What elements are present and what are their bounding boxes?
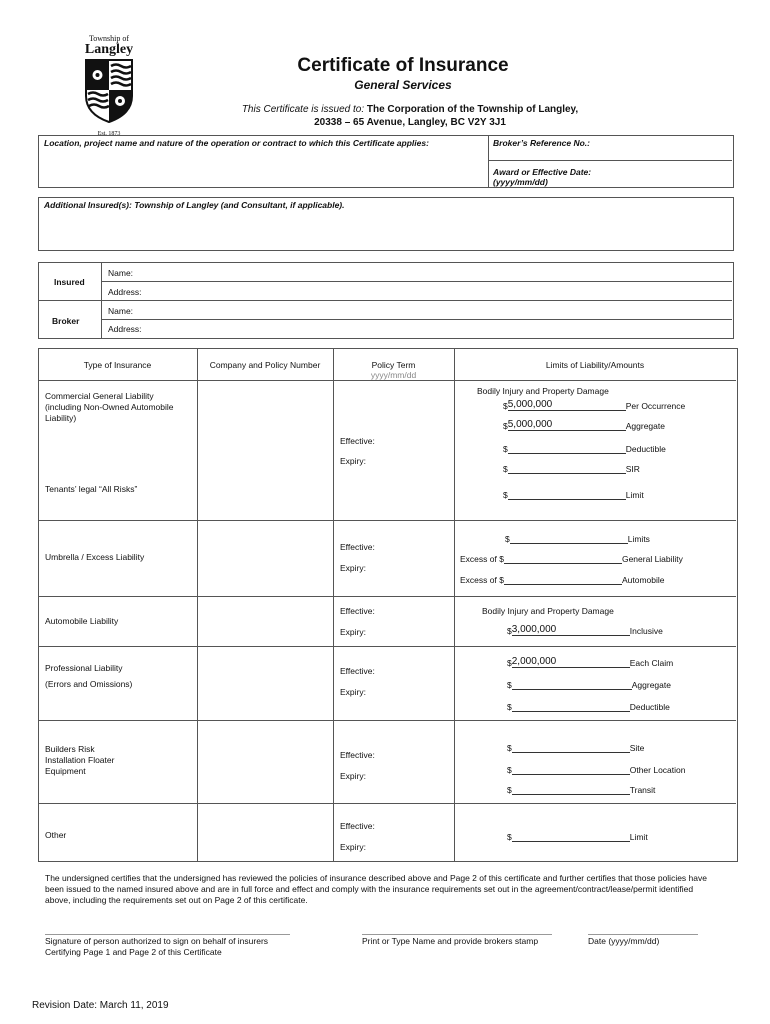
builders-type: Builders Risk bbox=[45, 744, 95, 754]
professional-type: Professional Liability bbox=[45, 663, 123, 673]
broker-address-label: Address: bbox=[108, 324, 142, 334]
cgl-deductible-field[interactable] bbox=[508, 442, 626, 454]
auto-inclusive-value: 3,000,000 bbox=[511, 624, 557, 635]
umbrella-auto-field[interactable] bbox=[504, 573, 622, 585]
tenants-limit-field[interactable] bbox=[508, 488, 626, 500]
general-liability-label: General Liability bbox=[621, 554, 683, 564]
builders-type-3: Equipment bbox=[45, 766, 86, 776]
dollar-sign: $ bbox=[507, 626, 512, 636]
cgl-type: Commercial General Liability (including Non-Owned Automobile Liability) bbox=[45, 391, 174, 423]
logo-est-text: Est. 1873 bbox=[97, 131, 121, 137]
professional-each-claim-value: 2,000,000 bbox=[511, 656, 557, 667]
limits-label: Limits bbox=[627, 534, 650, 544]
other-location-label: Other Location bbox=[629, 765, 686, 775]
signature-label-2: Certifying Page 1 and Page 2 of this Certificate bbox=[45, 947, 222, 957]
dollar-sign: $ bbox=[507, 658, 512, 668]
sir-label: SIR bbox=[625, 464, 640, 474]
header-type: Type of Insurance bbox=[83, 360, 152, 370]
broker-address-field[interactable] bbox=[150, 320, 730, 337]
issued-prefix: This Certificate is issued to: bbox=[241, 104, 365, 115]
dollar-sign: $ bbox=[499, 575, 504, 585]
broker-label: Broker bbox=[52, 316, 80, 326]
dollar-sign: $ bbox=[507, 832, 512, 842]
aggregate-label: Aggregate bbox=[631, 680, 671, 690]
umbrella-general-field[interactable] bbox=[504, 552, 622, 564]
insured-name-label: Name: bbox=[108, 268, 134, 278]
signature-field[interactable] bbox=[45, 916, 290, 934]
site-label: Site bbox=[629, 743, 645, 753]
umbrella-company-field[interactable] bbox=[199, 522, 331, 594]
other-expiry-label: Expiry: bbox=[340, 842, 366, 852]
insured-address-field[interactable] bbox=[150, 282, 730, 299]
builders-type-2: Installation Floater bbox=[45, 755, 115, 765]
umbrella-type: Umbrella / Excess Liability bbox=[45, 552, 145, 562]
automobile-label: Automobile bbox=[621, 575, 665, 585]
auto-type: Automobile Liability bbox=[45, 616, 119, 626]
cgl-per-occurrence-value: 5,000,000 bbox=[507, 399, 553, 410]
page-title: Certificate of Insurance bbox=[297, 55, 509, 76]
header-term-format: yyyy/mm/dd bbox=[370, 370, 417, 380]
print-name-field[interactable] bbox=[362, 916, 552, 934]
deductible-label: Deductible bbox=[625, 444, 666, 454]
auto-effective-label: Effective: bbox=[340, 606, 375, 616]
cgl-per-occurrence-field[interactable] bbox=[508, 399, 626, 411]
logo-town-text: Township of bbox=[88, 34, 130, 43]
broker-reference-field[interactable] bbox=[600, 137, 730, 157]
award-date-label: Award or Effective Date: bbox=[493, 167, 592, 177]
aggregate-label: Aggregate bbox=[625, 421, 665, 431]
broker-reference-label: Broker’s Reference No.: bbox=[493, 138, 591, 148]
insured-label: Insured bbox=[54, 277, 85, 287]
dollar-sign: $ bbox=[505, 534, 510, 544]
limit-label: Limit bbox=[629, 832, 648, 842]
dollar-sign: $ bbox=[503, 490, 508, 500]
builders-site-field[interactable] bbox=[512, 741, 630, 753]
award-date-field[interactable] bbox=[600, 163, 730, 185]
cgl-expiry-label: Expiry: bbox=[340, 456, 366, 466]
dollar-sign: $ bbox=[507, 785, 512, 795]
each-claim-label: Each Claim bbox=[629, 658, 674, 668]
other-company-field[interactable] bbox=[199, 805, 331, 858]
location-label: Location, project name and nature of the operation or contract to which this Certificate applies: bbox=[44, 138, 429, 148]
professional-aggregate-field[interactable] bbox=[512, 678, 632, 690]
additional-insured-field[interactable] bbox=[40, 212, 730, 248]
insured-name-field[interactable] bbox=[140, 263, 730, 280]
dollar-sign: $ bbox=[507, 702, 512, 712]
issued-address: 20338 – 65 Avenue, Langley, BC V2Y 3J1 bbox=[314, 117, 506, 128]
broker-name-label: Name: bbox=[108, 306, 134, 316]
other-limit-field[interactable] bbox=[512, 830, 630, 842]
cgl-company-field[interactable] bbox=[199, 382, 331, 518]
header-term: Policy Term bbox=[371, 360, 416, 370]
transit-label: Transit bbox=[629, 785, 656, 795]
inclusive-label: Inclusive bbox=[629, 626, 663, 636]
umbrella-effective-label: Effective: bbox=[340, 542, 375, 552]
cgl-bipd: Bodily Injury and Property Damage bbox=[477, 386, 609, 396]
per-occurrence-label: Per Occurrence bbox=[625, 401, 686, 411]
professional-expiry-label: Expiry: bbox=[340, 687, 366, 697]
dollar-sign: $ bbox=[507, 680, 512, 690]
location-field[interactable] bbox=[40, 150, 486, 185]
header-company: Company and Policy Number bbox=[209, 360, 321, 370]
dollar-sign: $ bbox=[507, 765, 512, 775]
header-limits: Limits of Liability/Amounts bbox=[545, 360, 645, 370]
auto-inclusive-field[interactable] bbox=[512, 624, 630, 636]
umbrella-limits-field[interactable] bbox=[510, 532, 628, 544]
dollar-sign: $ bbox=[503, 421, 508, 431]
additional-insured-label: Additional Insured(s): Township of Langley (and Consultant, if applicable). bbox=[44, 200, 345, 210]
date-field[interactable] bbox=[588, 916, 698, 934]
professional-company-field[interactable] bbox=[199, 648, 331, 718]
dollar-sign: $ bbox=[507, 743, 512, 753]
professional-each-claim-field[interactable] bbox=[512, 656, 630, 668]
auto-expiry-label: Expiry: bbox=[340, 627, 366, 637]
excess-of-label: Excess of bbox=[460, 554, 497, 564]
broker-name-field[interactable] bbox=[140, 301, 730, 318]
limit-label: Limit bbox=[625, 490, 644, 500]
builders-transit-field[interactable] bbox=[512, 783, 630, 795]
cgl-sir-field[interactable] bbox=[508, 462, 626, 474]
cgl-aggregate-value: 5,000,000 bbox=[507, 419, 553, 430]
professional-deductible-field[interactable] bbox=[512, 700, 630, 712]
print-name-label: Print or Type Name and provide brokers stamp bbox=[362, 936, 539, 946]
dollar-sign: $ bbox=[503, 464, 508, 474]
professional-type-2: (Errors and Omissions) bbox=[45, 679, 133, 689]
builders-other-field[interactable] bbox=[512, 763, 630, 775]
dollar-sign: $ bbox=[499, 554, 504, 564]
award-date-format: (yyyy/mm/dd) bbox=[493, 177, 548, 187]
builders-expiry-label: Expiry: bbox=[340, 771, 366, 781]
logo-name-text: Langley bbox=[84, 42, 134, 57]
signature-label: Signature of person authorized to sign on behalf of insurers bbox=[45, 936, 269, 946]
insured-address-label: Address: bbox=[108, 287, 142, 297]
professional-effective-label: Effective: bbox=[340, 666, 375, 676]
page-subtitle: General Services bbox=[354, 78, 452, 92]
builders-effective-label: Effective: bbox=[340, 750, 375, 760]
cgl-aggregate-field[interactable] bbox=[508, 419, 626, 431]
cgl-effective-label: Effective: bbox=[340, 436, 375, 446]
excess-of-label: Excess of bbox=[460, 575, 497, 585]
issued-to-block bbox=[0, 103, 770, 129]
tenants-type: Tenants’ legal “All Risks” bbox=[45, 484, 138, 494]
other-type: Other bbox=[45, 830, 67, 840]
deductible-label: Deductible bbox=[629, 702, 670, 712]
auto-bipd: Bodily Injury and Property Damage bbox=[482, 606, 614, 616]
builders-company-field[interactable] bbox=[199, 722, 331, 801]
issued-to: The Corporation of the Township of Langley, bbox=[366, 104, 579, 115]
dollar-sign: $ bbox=[503, 401, 508, 411]
umbrella-expiry-label: Expiry: bbox=[340, 563, 366, 573]
date-label: Date (yyyy/mm/dd) bbox=[588, 936, 660, 946]
certification-text: The undersigned certifies that the undersigned has reviewed the policies of insurance described above and Page 2 of this certificate and further certifies that those policies have been issued to the named insured above and are in full force and effect and comply with the insurance requirements set out in the agreement/contract/lease/permit identified above, including the requirements set out on Page 2 of this certificate. bbox=[45, 873, 707, 905]
auto-company-field[interactable] bbox=[199, 598, 331, 644]
dollar-sign: $ bbox=[503, 444, 508, 454]
revision-date: Revision Date: March 11, 2019 bbox=[32, 1000, 169, 1011]
other-effective-label: Effective: bbox=[340, 821, 375, 831]
